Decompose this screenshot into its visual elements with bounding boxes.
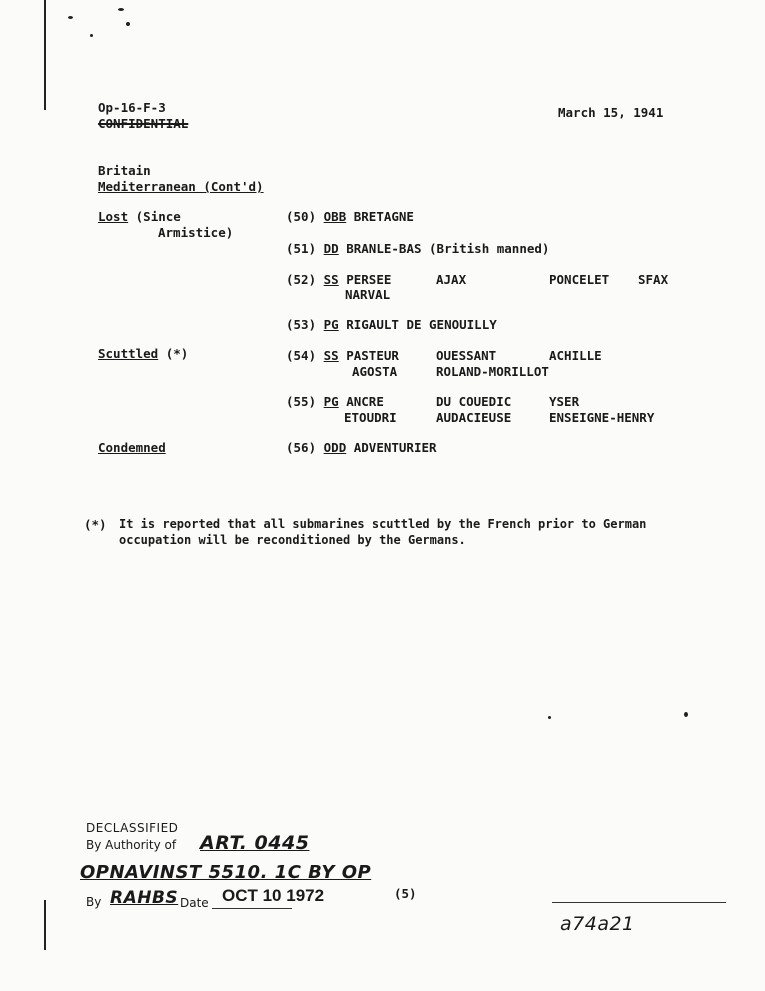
subject-country: Britain (98, 163, 151, 178)
document-date: March 15, 1941 (558, 105, 664, 120)
section-scuttled-label (98, 346, 188, 361)
entry-number: (51) (286, 241, 317, 256)
ship-name: NARVAL (345, 287, 391, 302)
declassified-date-label: Date (180, 896, 209, 910)
ship-name: AUDACIEUSE (436, 410, 512, 425)
ship-name: ROLAND-MORILLOT (436, 364, 549, 379)
entry-56 (286, 440, 437, 455)
ship-name: ANCRE (346, 394, 384, 409)
declassified-authority-value: ART. 0445 (200, 832, 310, 854)
entry-54 (286, 348, 399, 363)
entry-50 (286, 209, 414, 224)
ship-name: AJAX (436, 272, 467, 287)
entry-number: (53) (286, 317, 317, 332)
ship-name: ENSEIGNE-HENRY (549, 410, 655, 425)
scan-speck (548, 716, 551, 719)
entry-number: (55) (286, 394, 317, 409)
ship-name: YSER (549, 394, 580, 409)
ship-name: PASTEUR (346, 348, 399, 363)
subject-area: Mediterranean (Cont'd) (98, 179, 264, 194)
footnote-mark: (*) (84, 517, 107, 532)
section-lost-word: Lost (98, 209, 129, 224)
section-lost-armistice: Armistice) (158, 225, 234, 240)
declassified-authority-label: By Authority of (86, 838, 177, 852)
ship-name: PONCELET (549, 272, 610, 287)
entry-55 (286, 394, 384, 409)
entry-number: (50) (286, 209, 317, 224)
ship-type: SS (323, 272, 339, 287)
scan-speck (68, 16, 73, 19)
footnote-line-1: It is reported that all submarines scuttled by the French prior to German (119, 517, 647, 531)
ship-name: SFAX (638, 272, 669, 287)
ship-name: PERSEE (346, 272, 392, 287)
ship-type: PG (323, 394, 339, 409)
page-number: (5) (394, 886, 417, 901)
ship-name: ETOUDRI (344, 410, 397, 425)
entry-number: (56) (286, 440, 317, 455)
footnote-line-2: occupation will be reconditioned by the Germans. (119, 533, 466, 547)
declassified-instruction: OPNAVINST 5510. 1C BY OP (80, 862, 372, 883)
declassified-date-value: OCT 10 1972 (222, 886, 325, 905)
ship-type: PG (323, 317, 339, 332)
ship-type: DD (323, 241, 339, 256)
archive-rule (552, 902, 726, 903)
ship-name: ACHILLE (549, 348, 602, 363)
entry-number: (52) (286, 272, 317, 287)
declassified-date-underline (212, 908, 292, 909)
left-margin-line-bottom (44, 900, 46, 950)
scan-speck (118, 8, 124, 11)
section-scuttled-word: Scuttled (98, 346, 159, 361)
document-reference: Op-16-F-3 (98, 100, 166, 115)
section-scuttled-mark: (*) (165, 346, 189, 361)
scan-speck (684, 712, 688, 717)
classification-struck: CONFIDENTIAL (98, 116, 189, 131)
declassified-stamp-title: DECLASSIFIED (86, 821, 179, 835)
entry-51 (286, 241, 549, 256)
entry-number: (54) (286, 348, 317, 363)
ship-names: ADVENTURIER (353, 440, 437, 455)
section-lost-since: (Since (135, 209, 181, 224)
ship-type: OBB (323, 209, 347, 224)
ship-type: ODD (323, 440, 347, 455)
ship-name: DU COUEDIC (436, 394, 512, 409)
declassified-by-value: RAHBS (110, 888, 179, 908)
section-condemned-label: Condemned (98, 440, 166, 455)
ship-names: BRANLE-BAS (British manned) (346, 241, 550, 256)
entry-52 (286, 272, 391, 287)
section-lost-label (98, 209, 181, 224)
ship-name: AGOSTA (352, 364, 398, 379)
left-margin-line-top (44, 0, 46, 110)
entry-53 (286, 317, 497, 332)
ship-name: OUESSANT (436, 348, 497, 363)
scan-speck (90, 34, 93, 37)
ship-names: BRETAGNE (353, 209, 414, 224)
ship-type: SS (323, 348, 339, 363)
scan-speck (126, 22, 130, 26)
archive-number: a74a21 (560, 913, 635, 935)
ship-names: RIGAULT DE GENOUILLY (346, 317, 497, 332)
declassified-by-label: By (86, 895, 102, 909)
